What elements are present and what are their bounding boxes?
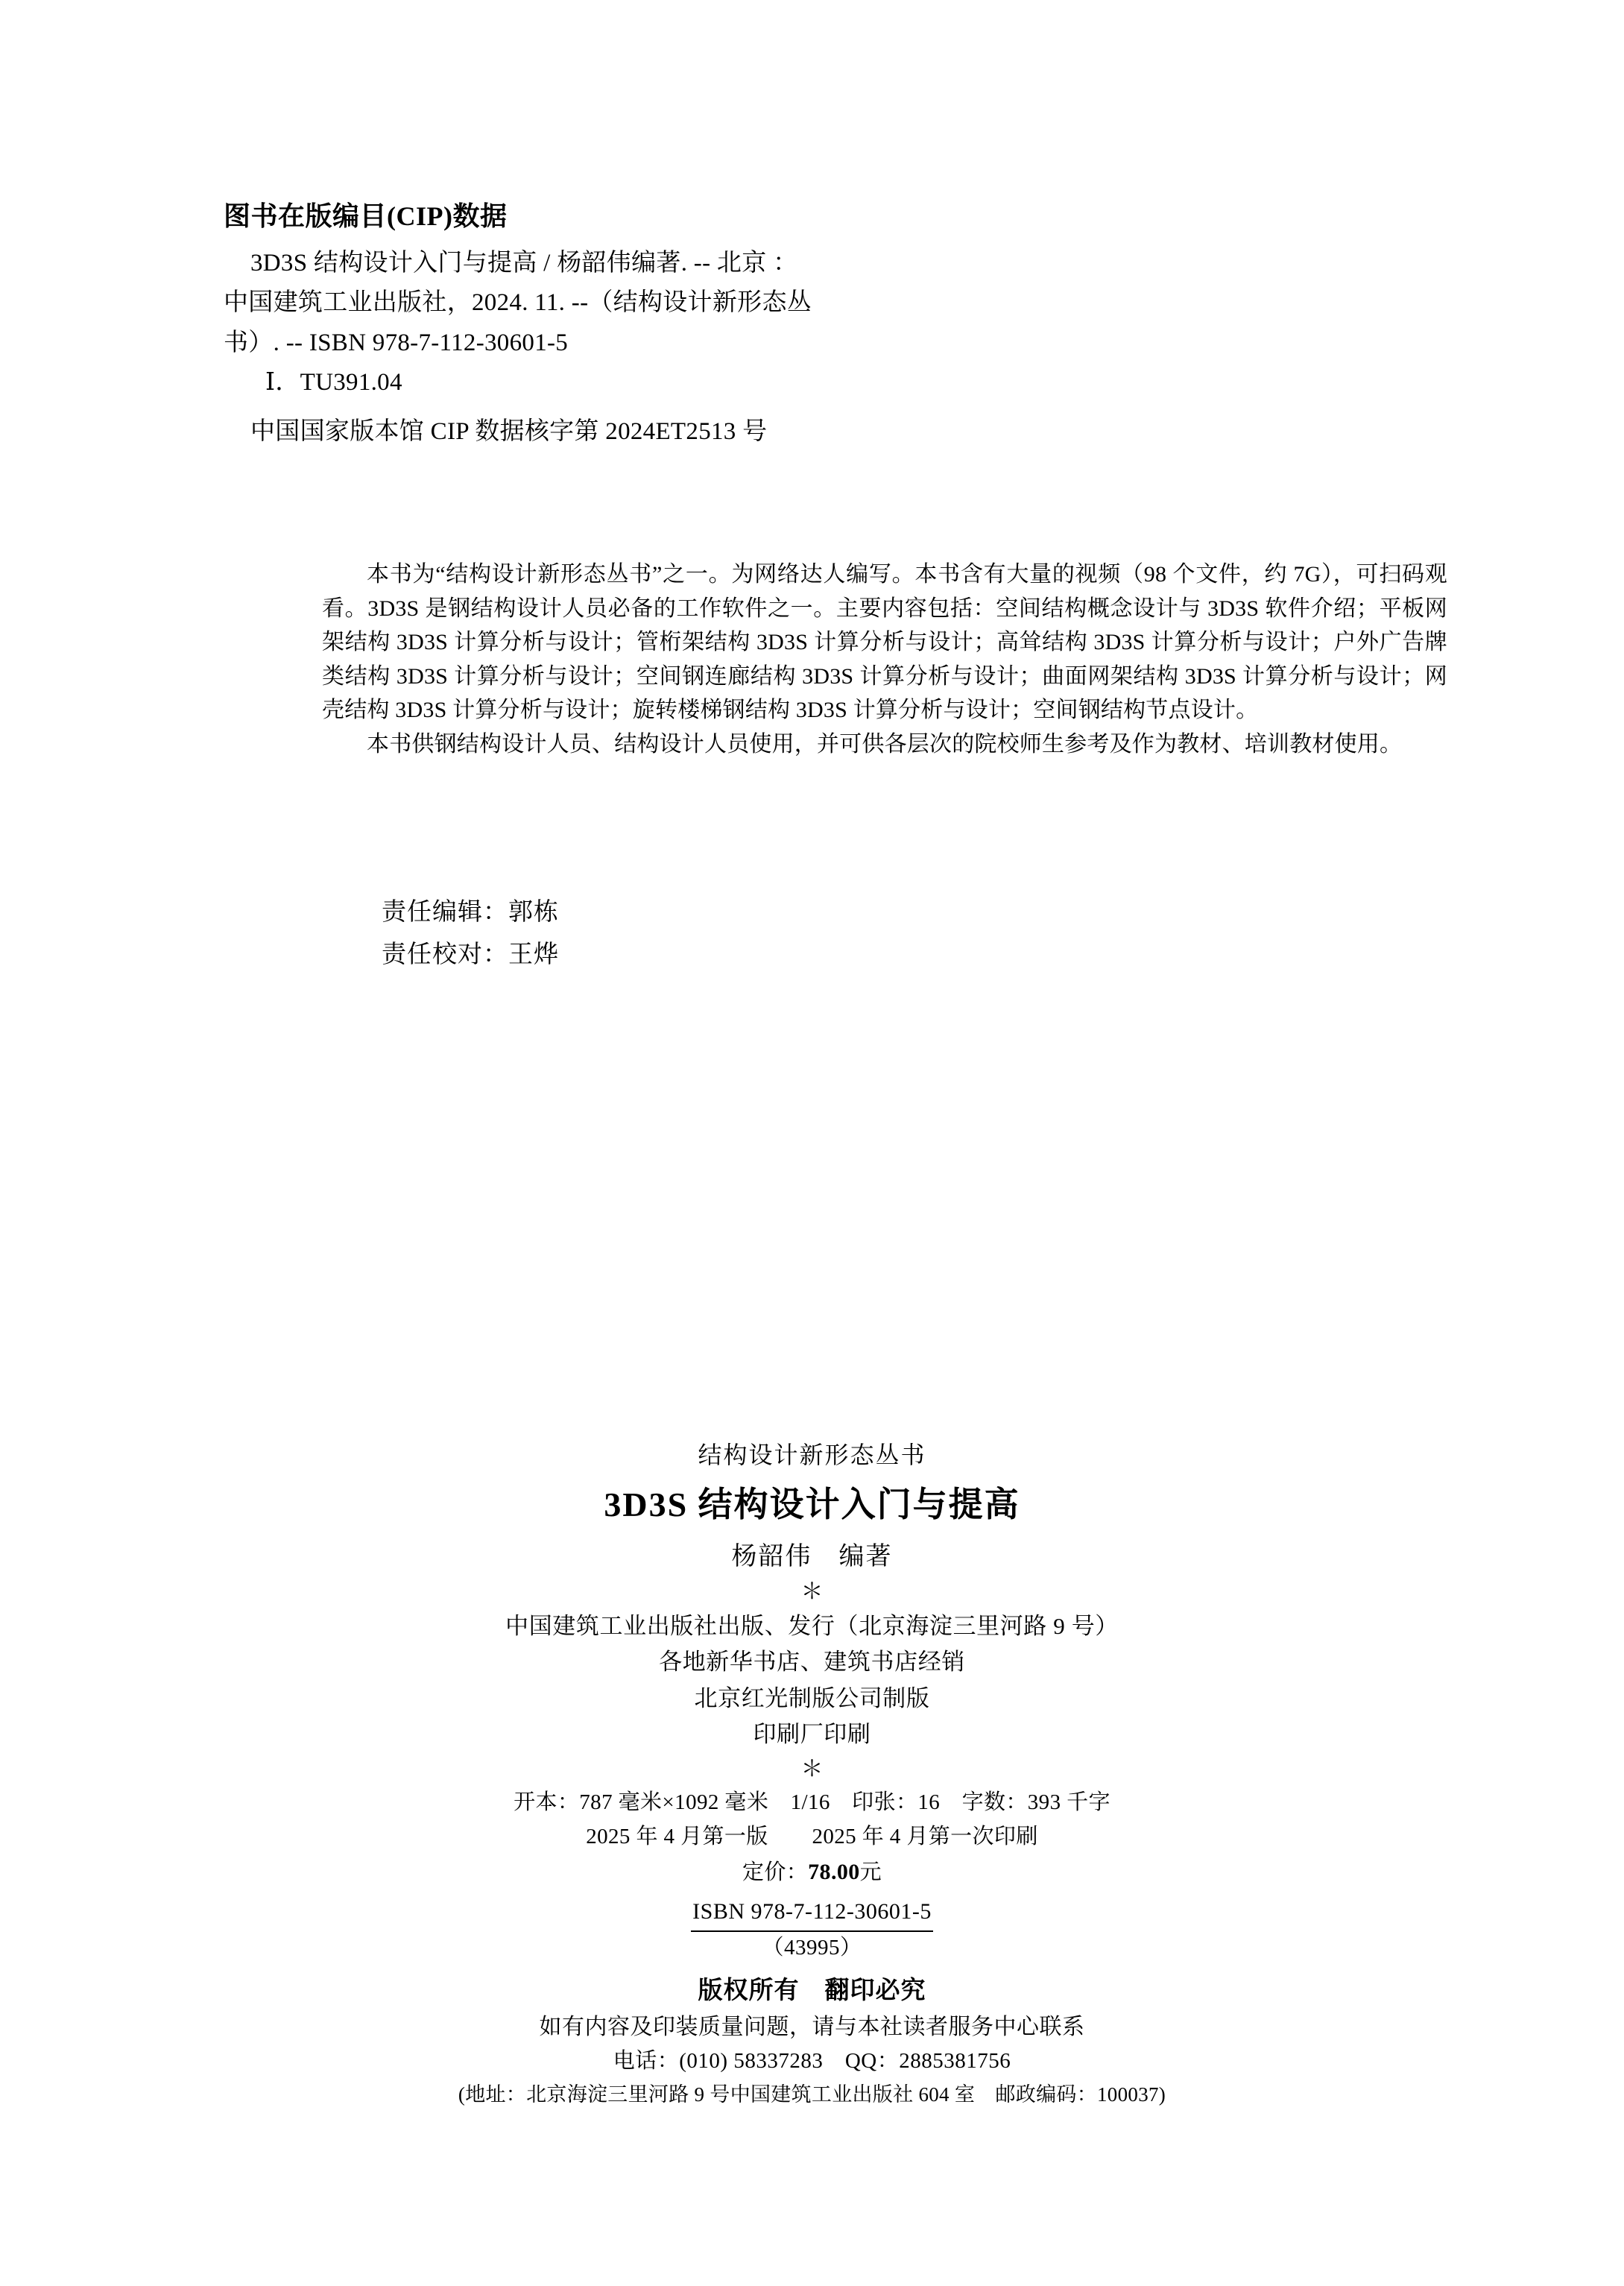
contact-line: 电话：(010) 58337283 QQ：2885381756 [613,2049,1011,2074]
publisher-line: 中国建筑工业出版社出版、发行（北京海淀三里河路 9 号） [505,1612,1119,1639]
cip-block [224,200,1043,452]
price-label: 定价： [742,1860,809,1884]
typesetting-line: 北京红光制版公司制版 [694,1684,930,1711]
isbn-number: ISBN 978-7-112-30601-5 [691,1895,933,1932]
cip-classification-number: Ⅰ．TU391.04 [265,369,402,397]
separator-asterisk-top: ＊ [800,1579,824,1604]
responsible-proofreader: 责任校对：王烨 [382,941,559,968]
colophon-block [0,1439,1624,2110]
abstract-paragraph-2: 本书供钢结构设计人员、结构设计人员使用，并可供各层次的院校师生参考及作为教材、培训教材使用。 [367,731,1403,757]
isbn-line [0,1895,1624,1932]
responsible-editor: 责任编辑：郭栋 [382,899,559,926]
cip-entry-line-1: 3D3S 结构设计入门与提高 / 杨韶伟编著. -- 北京 ： [250,250,798,277]
series-name: 结构设计新形态丛书 [698,1442,926,1468]
address-line: (地址：北京海淀三里河路 9 号中国建筑工业出版社 604 室 邮政编码：100037) [458,2083,1166,2106]
cip-entry-line-3: 书）. -- ISBN 978-7-112-30601-5 [224,329,569,356]
cip-heading: 图书在版编目(CIP)数据 [224,201,508,231]
distribution-line: 各地新华书店、建筑书店经销 [659,1649,965,1676]
book-spec-line: 开本：787 毫米×1092 毫米 1/16 印张：16 字数：393 千字 [514,1790,1110,1815]
price-line [0,1854,1624,1890]
book-author: 杨韶伟 编著 [731,1543,893,1571]
credits-block [382,891,559,976]
abstract-paragraph-1: 本书为“结构设计新形态丛书”之一。为网络达人编写。本书含有大量的视频（98 个文件，约 7G），可扫码观看。3D3S 是钢结构设计人员必备的工作软件之一。主要内容包括：空间结构概念设计与 3D3S 软件介绍；平板网架结构 3D3S 计算分析与设计；管桁架结构 3D3S 计算分析与设计；高耸结构 3D3S 计算分析与设计；户外广告牌类结构 3D3S 计算分析与设计；空间钢连廊结构 3D3S 计算分析与设计；曲面网架结构 3D3S 计算分析与设计；网壳结构 3D3S 计算分析与设计；旋转楼梯钢结构 3D3S 计算分析与设计；空间钢结构节点设计。 [322,562,1447,723]
copyright-notice: 版权所有 翻印必究 [698,1977,926,2005]
isbn-internal-code: （43995） [762,1935,862,1960]
abstract-block [322,558,1447,762]
price-value: 78.00 [808,1859,860,1884]
edition-line: 2025 年 4 月第一版 2025 年 4 月第一次印刷 [586,1825,1038,1849]
cip-entry-line-2: 中国建筑工业出版社，2024. 11. --（结构设计新形态丛 [224,289,812,317]
cip-core-number: 中国国家版本馆 CIP 数据核字第 2024ET2513 号 [250,417,768,445]
price-unit: 元 [859,1860,882,1884]
printing-line: 印刷厂印刷 [753,1720,871,1747]
separator-asterisk-bottom: ＊ [800,1757,824,1782]
book-title: 3D3S 结构设计入门与提高 [604,1485,1020,1524]
service-notice-line: 如有内容及印装质量问题，请与本社读者服务中心联系 [539,2014,1085,2039]
